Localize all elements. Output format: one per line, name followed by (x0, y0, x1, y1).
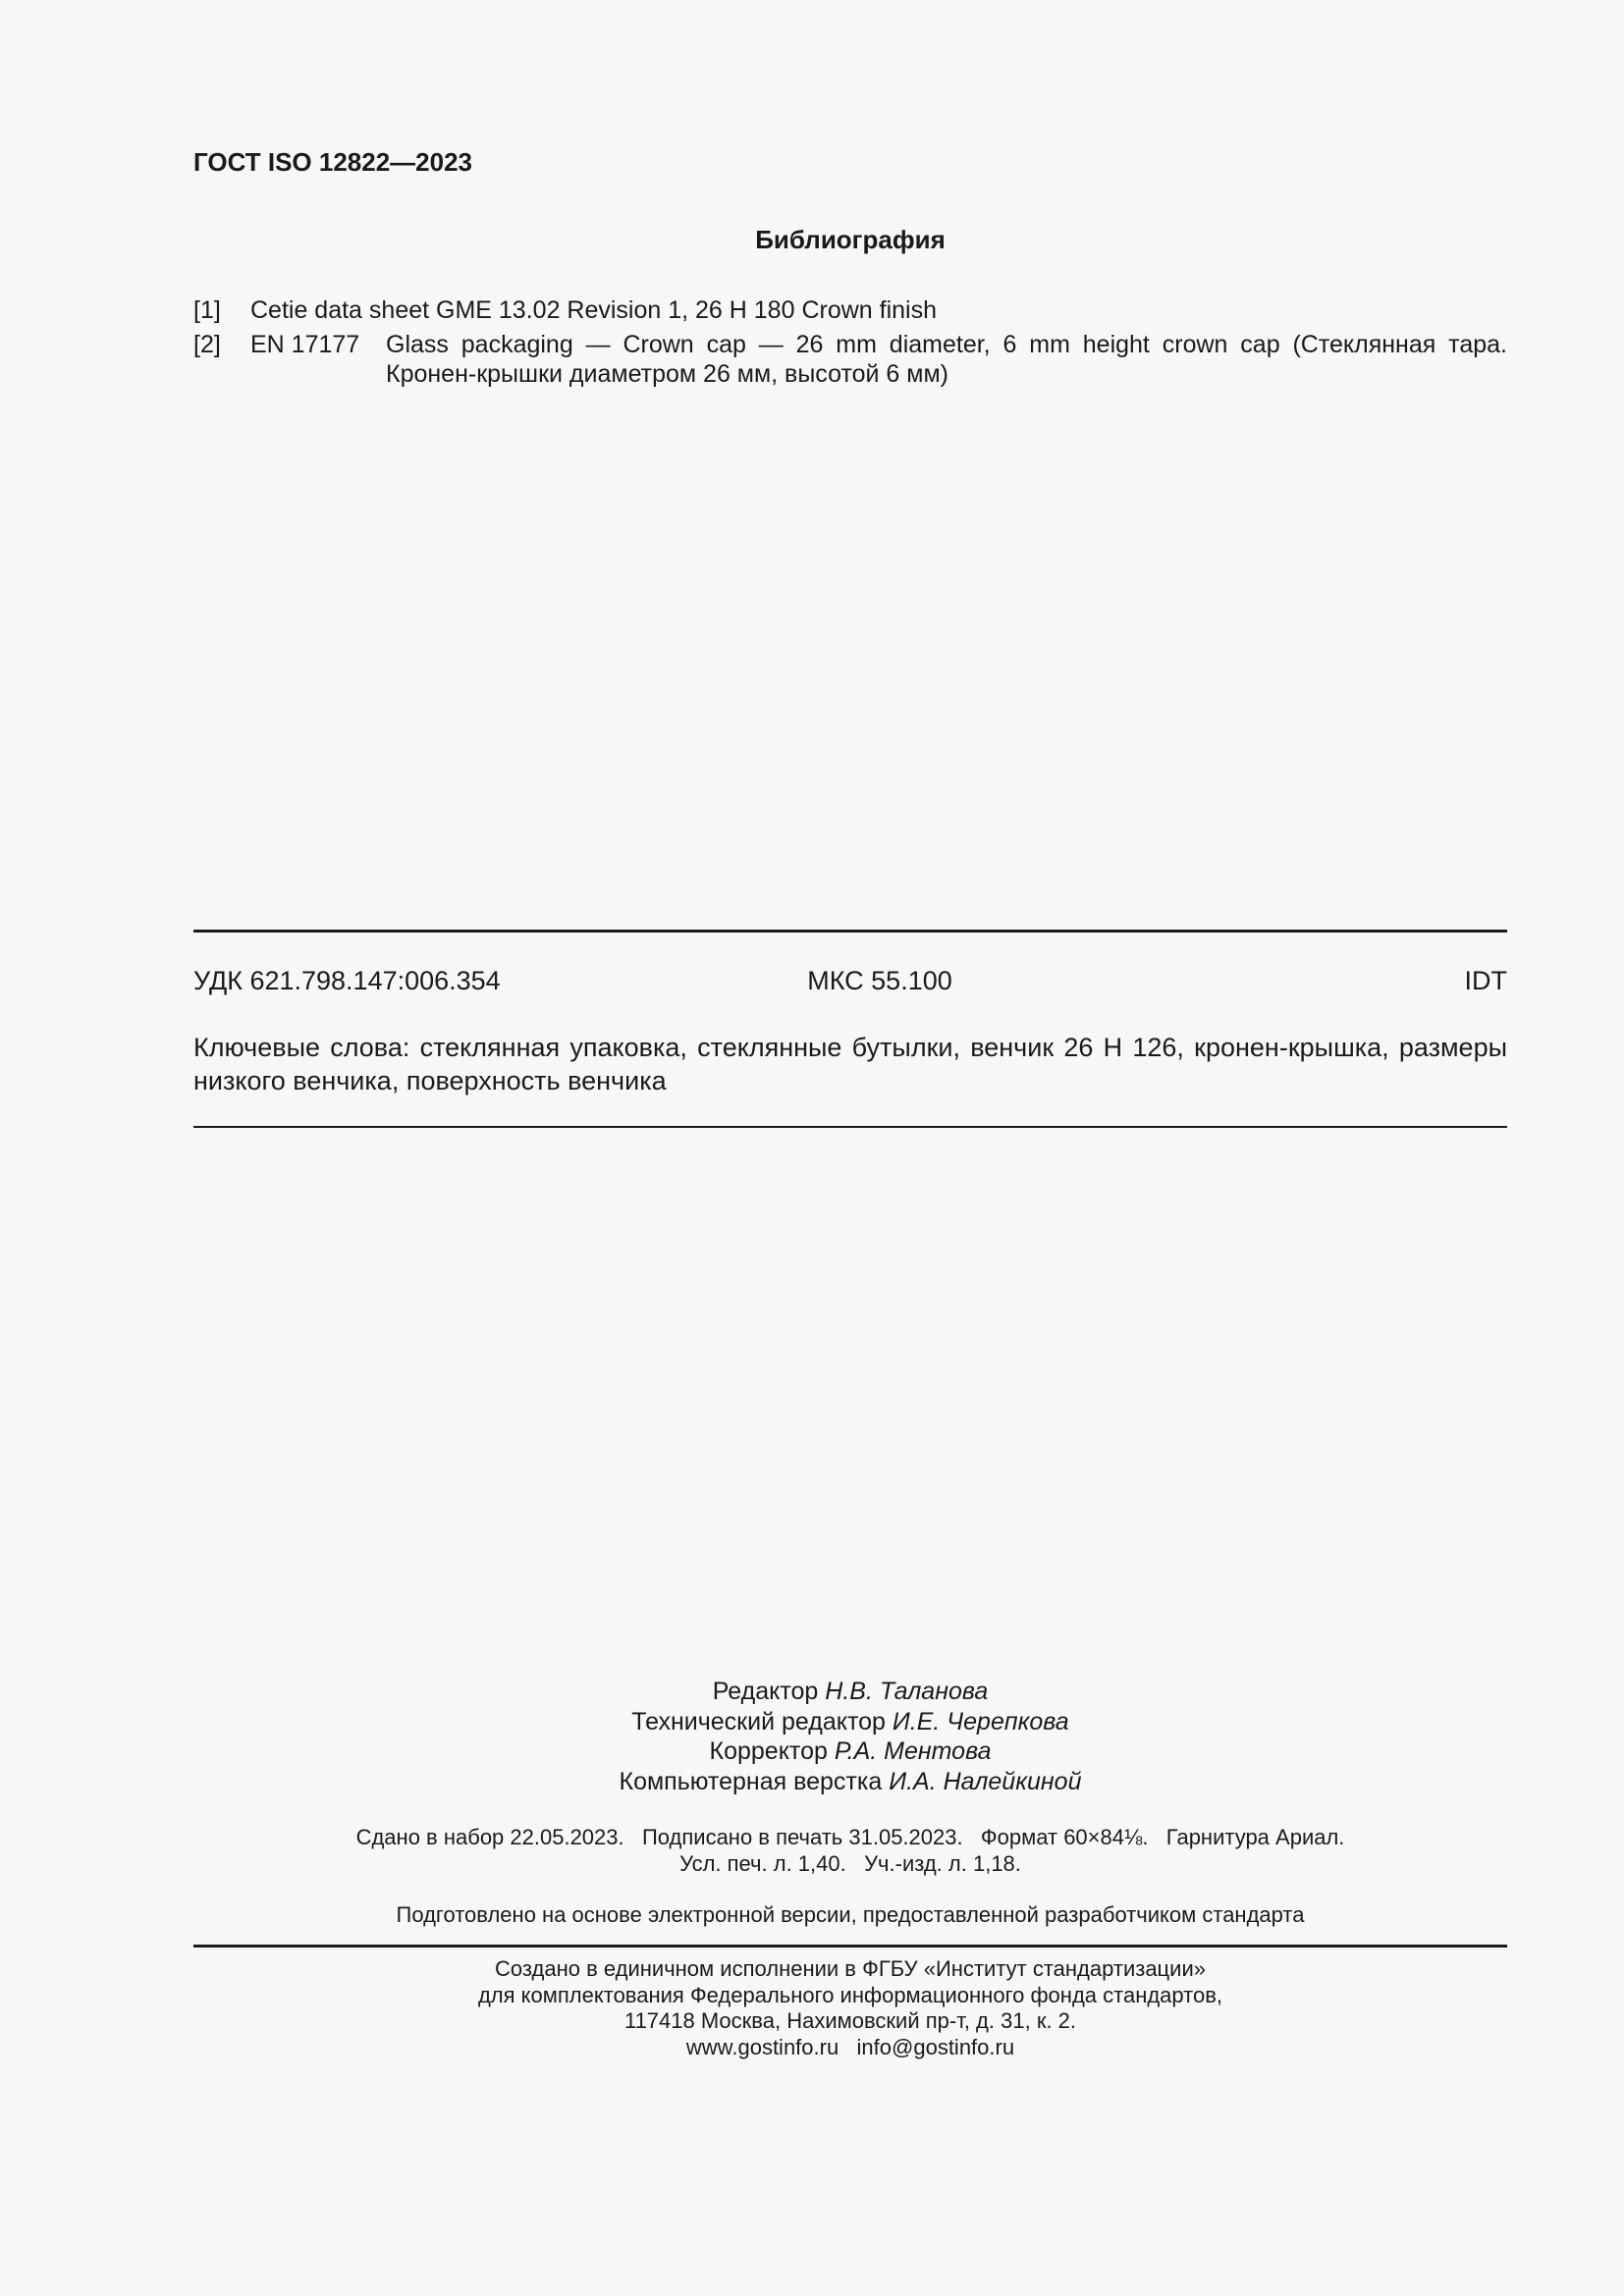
credit-role: Технический редактор (631, 1707, 886, 1735)
keywords: Ключевые слова: стеклянная упаковка, стеклянные бутылки, венчик 26 H 126, кронен-крышка, размеры низкого венчика, поверхность венчика (193, 1033, 1507, 1095)
publisher-address: 117418 Москва, Нахимовский пр-т, д. 31, к. 2. (623, 2008, 1077, 2033)
bibliography-item (193, 330, 1507, 389)
publisher-info (193, 1956, 1507, 2060)
ref-text: Glass packaging — Crown cap — 26 mm diameter, 6 mm height crown cap (Стеклянная тара. Кронен-крышки диаметром 26 мм, высотой 6 мм) (386, 331, 1507, 388)
divider (193, 930, 1507, 933)
website-link[interactable]: www.gostinfo.ru (685, 2034, 839, 2059)
credit-name: Р.А. Ментова (834, 1737, 992, 1765)
divider (193, 1945, 1507, 1948)
prepared-note: Подготовлено на основе электронной версии, предоставленной разработчиком стандарта (396, 1902, 1305, 1927)
credits (193, 1677, 1507, 1796)
ref-text: Cetie data sheet GME 13.02 Revision 1, 26 H 180 Crown finish (250, 296, 937, 324)
credit-role: Корректор (709, 1737, 828, 1765)
imprint-line: Сдано в набор 22.05.2023. Подписано в печать 31.05.2023. Формат 60×84⅛. Гарнитура Ариал. (355, 1825, 1345, 1849)
credit-role: Компьютерная верстка (619, 1767, 883, 1795)
classification-row (193, 965, 1507, 996)
credit-tech-editor (193, 1707, 1507, 1737)
publisher-line: Создано в единичном исполнении в ФГБУ «Институт стандартизации» (495, 1956, 1206, 1981)
udk-code: УДК 621.798.147:006.354 (193, 966, 501, 995)
divider (193, 1126, 1507, 1128)
credit-name: И.Е. Черепкова (892, 1707, 1069, 1735)
ref-number: [2] (193, 331, 221, 358)
credit-name: И.А. Налейкиной (889, 1767, 1082, 1795)
credit-role: Редактор (712, 1678, 826, 1705)
credit-layout (193, 1767, 1507, 1797)
credit-name: Н.В. Таланова (825, 1678, 989, 1705)
document-code: ГОСТ ISO 12822—2023 (193, 147, 473, 177)
email-link[interactable]: info@gostinfo.ru (856, 2034, 1015, 2059)
publisher-line: для комплектования Федерального информационного фонда стандартов, (477, 1982, 1223, 2007)
imprint-line: Усл. печ. л. 1,40. Уч.-изд. л. 1,18. (679, 1851, 1021, 1876)
imprint (193, 1824, 1507, 1877)
mks-code: МКС 55.100 (807, 966, 952, 995)
credit-editor (193, 1677, 1507, 1707)
ref-number: [1] (193, 296, 221, 324)
bibliography-title: Библиография (755, 225, 946, 254)
degree-of-conformity: IDT (1464, 966, 1507, 995)
ref-code: EN 17177 (250, 331, 360, 358)
bibliography-item (193, 295, 1507, 325)
credit-corrector (193, 1736, 1507, 1767)
